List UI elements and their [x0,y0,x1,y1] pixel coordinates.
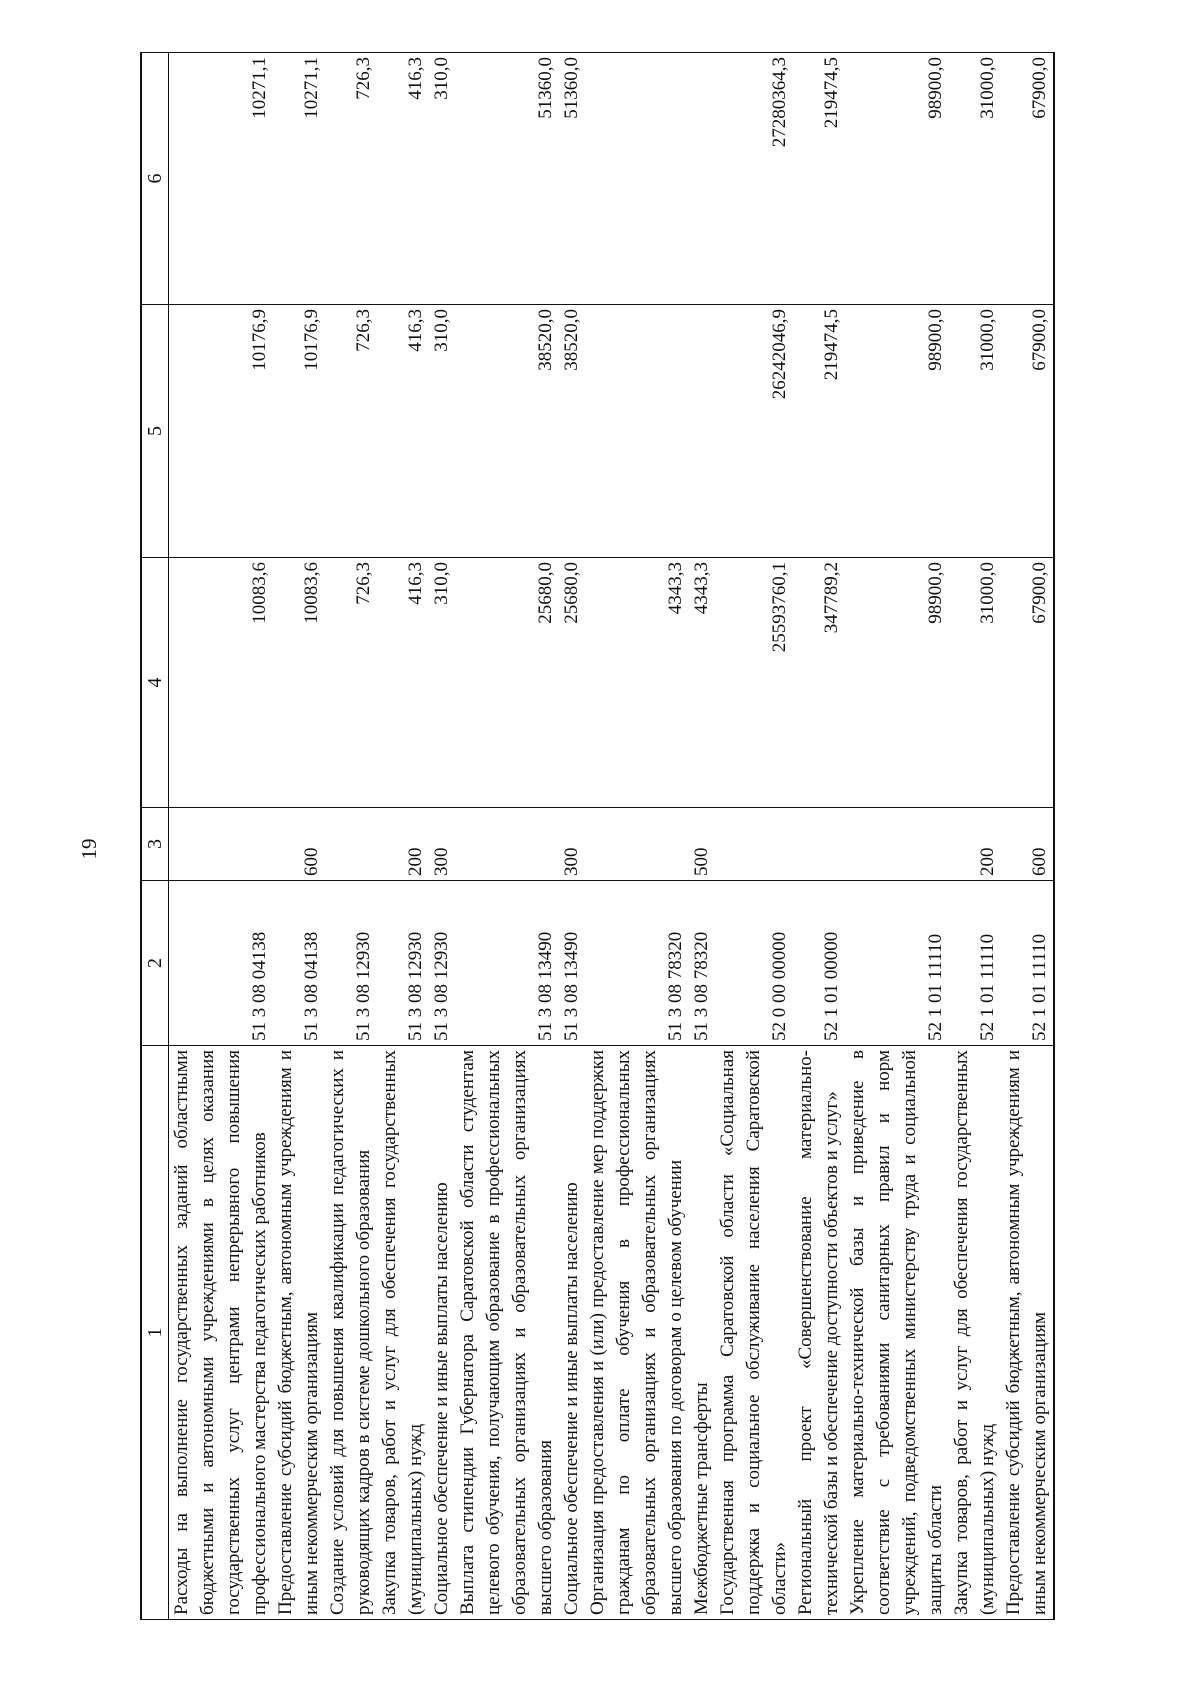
amount-col-6-value: 98900,0 [925,57,946,119]
expense-type-value [819,812,845,876]
amount-col-6-value: 219474,5 [821,57,842,129]
expense-type-value [247,812,273,876]
target-code [715,881,793,1046]
target-code [585,881,715,1046]
amount-col-5-value: 10176,9 [301,309,322,371]
amount-col-4-value: 25593760,1 [769,562,790,653]
target-code-value: 51 3 08 13490 [561,931,582,1041]
target-code [325,881,377,1046]
target-code [273,881,325,1046]
amount-col-4-value: 310,0 [431,562,452,605]
row-description [455,1046,585,1620]
description-text: Предоставление субсидий бюджетным, автономным учреждениям и иным некоммерческим организациям [275,1050,322,1615]
description-text: Предоставление субсидий бюджетным, автономным учреждениям и иным некоммерческим организациям [1003,1050,1050,1615]
table-row [793,53,845,1620]
amount-col-4-value: 67900,0 [1029,562,1050,624]
expense-type-value: 200 [405,847,426,876]
amount-col-5 [585,305,715,558]
target-code-value: 51 3 08 04138 [249,931,270,1041]
amount-col-6-value: 10271,1 [301,57,322,119]
expense-type [377,808,455,881]
amount-col-6 [455,53,585,305]
amount-col-5-value [689,309,715,553]
budget-table [140,52,1055,1620]
expense-type-value [533,812,559,876]
amount-col-4 [377,558,455,808]
amount-col-6 [585,53,715,305]
row-description [845,1046,949,1620]
expense-type [169,808,274,881]
target-code [455,881,585,1046]
amount-col-5-value: 219474,5 [821,309,842,381]
amount-col-6 [793,53,845,305]
amount-col-5 [715,305,793,558]
column-header-1: 1 [141,1046,169,1620]
amount-col-4 [325,558,377,808]
amount-col-5-value: 310,0 [431,309,452,352]
amount-col-4-value: 416,3 [405,562,426,605]
amount-col-4 [455,558,585,808]
expense-type-value: 200 [977,847,998,876]
target-code [845,881,949,1046]
expense-type-value: 500 [691,847,712,876]
amount-col-6-value: 726,3 [353,57,374,100]
row-description [169,1046,274,1620]
amount-col-5 [845,305,949,558]
row-description [793,1046,845,1620]
target-code [949,881,1001,1046]
amount-col-5 [325,305,377,558]
amount-col-6-value: 51360,0 [561,57,582,119]
amount-col-4-value: 347789,2 [821,562,842,634]
amount-col-5-value: 98900,0 [925,309,946,371]
amount-col-6-value [663,57,689,300]
amount-col-4 [585,558,715,808]
amount-col-6 [325,53,377,305]
amount-col-5-value: 67900,0 [1029,309,1050,371]
amount-col-4-value: 4343,3 [691,562,712,615]
amount-col-4 [273,558,325,808]
table-row [1001,53,1054,1620]
expense-type [949,808,1001,881]
table-row [273,53,325,1620]
expense-type-value: 300 [431,847,452,876]
expense-type-value [351,812,377,876]
target-code-value: 51 3 08 04138 [301,931,322,1041]
description-text: Организация предоставления и (или) предоставление мер поддержки гражданам по оплате обучения в профессиональных образовательных организациях и образовательных организациях высшего образования по договорам о целевом обучении [587,1050,686,1615]
amount-col-5-value: 38520,0 [535,309,556,371]
description-text: Социальное обеспечение и иные выплаты населению [431,1182,452,1615]
expense-type [793,808,845,881]
amount-col-6-value: 31000,0 [977,57,998,119]
amount-col-4-value: 25680,0 [561,562,582,624]
target-code [377,881,455,1046]
description-text: Региональный проект «Совершенствование материально-технической базы и обеспечение доступности объектов и услуг» [795,1050,842,1615]
target-code-value: 52 1 01 11110 [977,933,998,1041]
amount-col-6-value: 51360,0 [535,57,556,119]
amount-col-5-value [663,309,689,553]
row-description [377,1046,455,1620]
amount-col-6 [377,53,455,305]
column-header-4: 4 [141,558,169,808]
amount-col-4 [1001,558,1054,808]
table-row [715,53,793,1620]
table-row [949,53,1001,1620]
amount-col-6-value: 67900,0 [1029,57,1050,119]
amount-col-6 [715,53,793,305]
column-header-2: 2 [141,881,169,1046]
expense-type-value [923,812,949,876]
description-text: Закупка товаров, работ и услуг для обеспечения государственных (муниципальных) нужд [951,1050,998,1615]
expense-type [1001,808,1054,881]
target-code-value: 52 1 01 11110 [925,933,946,1041]
expense-type [455,808,585,881]
target-code [1001,881,1054,1046]
amount-col-6-value: 310,0 [431,57,452,100]
amount-col-5 [455,305,585,558]
amount-col-5-value: 26242046,9 [769,309,790,400]
description-text: Социальное обеспечение и иные выплаты населению [561,1182,582,1615]
amount-col-4 [949,558,1001,808]
table-body [169,53,1055,1620]
expense-type [715,808,793,881]
target-code-value: 51 3 08 78320 [665,931,686,1041]
target-code [793,881,845,1046]
row-description [1001,1046,1054,1620]
target-code-value: 51 3 08 12930 [431,931,452,1041]
table-row [585,53,715,1620]
amount-col-6-value: 10271,1 [249,57,270,119]
table-row [455,53,585,1620]
description-text: Выплата стипендии Губернатора Саратовской области студентам целевого обучения, получающим образование в профессиональных образовательных организациях и образовательных организациях высшего образования [457,1050,556,1615]
amount-col-4-value: 31000,0 [977,562,998,624]
amount-col-5-value: 10176,9 [249,309,270,371]
target-code-value: 51 3 08 13490 [535,931,556,1041]
target-code-value: 51 3 08 12930 [353,931,374,1041]
description-text: Государственная программа Саратовской области «Социальная поддержка и социальное обслуживание населения Саратовской области» [717,1050,790,1615]
table-row [169,53,274,1620]
description-text: Межбюджетные трансферты [691,1382,712,1615]
amount-col-5 [273,305,325,558]
expense-type-value: 600 [301,847,322,876]
column-header-5: 5 [141,305,169,558]
amount-col-4-value: 726,3 [353,562,374,605]
amount-col-5-value: 31000,0 [977,309,998,371]
description-text: Создание условий для повышения квалификации педагогических и руководящих кадров в системе дошкольного образования [327,1050,374,1615]
amount-col-4 [169,558,274,808]
row-description [325,1046,377,1620]
target-code-value: 52 0 00 00000 [769,931,790,1041]
expense-type-value [663,812,689,876]
target-code [169,881,274,1046]
description-text: Закупка товаров, работ и услуг для обеспечения государственных (муниципальных) нужд [379,1050,426,1615]
expense-type-value: 300 [561,847,582,876]
amount-col-6 [169,53,274,305]
target-code-value: 52 1 01 00000 [821,931,842,1041]
expense-type-value: 600 [1029,847,1050,876]
amount-col-4 [793,558,845,808]
amount-col-4 [845,558,949,808]
amount-col-6 [273,53,325,305]
amount-col-5 [793,305,845,558]
row-description [715,1046,793,1620]
amount-col-4 [715,558,793,808]
page-number: 19 [77,838,101,860]
amount-col-6-value [689,57,715,300]
expense-type [845,808,949,881]
amount-col-5 [169,305,274,558]
description-text: Расходы на выполнение государственных заданий областными бюджетными и автономными учреждениями в целях оказания государственных услуг центрами непрерывного повышения профессионального мастерства педагогических работников [171,1050,270,1615]
amount-col-6 [845,53,949,305]
amount-col-5 [1001,305,1054,558]
amount-col-5 [377,305,455,558]
table-row [325,53,377,1620]
amount-col-6-value: 416,3 [405,57,426,100]
table-row [845,53,949,1620]
amount-col-5 [949,305,1001,558]
expense-type-value [767,812,793,876]
amount-col-6 [1001,53,1054,305]
amount-col-5-value: 726,3 [353,309,374,352]
column-header-3: 3 [141,808,169,881]
amount-col-5-value: 416,3 [405,309,426,352]
amount-col-4-value: 98900,0 [925,562,946,624]
row-description [585,1046,715,1620]
expense-type [325,808,377,881]
amount-col-4-value: 4343,3 [665,562,686,615]
amount-col-4-value: 10083,6 [301,562,322,624]
amount-col-6-value: 27280364,3 [769,57,790,148]
header-row [141,53,169,1620]
table-row [377,53,455,1620]
target-code-value: 51 3 08 12930 [405,931,426,1041]
row-description [273,1046,325,1620]
row-description [949,1046,1001,1620]
expense-type [273,808,325,881]
target-code-value: 52 1 01 11110 [1029,933,1050,1041]
amount-col-5-value: 38520,0 [561,309,582,371]
expense-type [585,808,715,881]
description-text: Укрепление материально-технической базы и приведение в соответствие с требованиями санитарных правил и норм учреждений, подведомственных министерству труда и социальной защиты области [847,1050,946,1615]
amount-col-4-value: 25680,0 [535,562,556,624]
amount-col-4-value: 10083,6 [249,562,270,624]
amount-col-6 [949,53,1001,305]
target-code-value: 51 3 08 78320 [691,931,712,1041]
column-header-6: 6 [141,53,169,305]
